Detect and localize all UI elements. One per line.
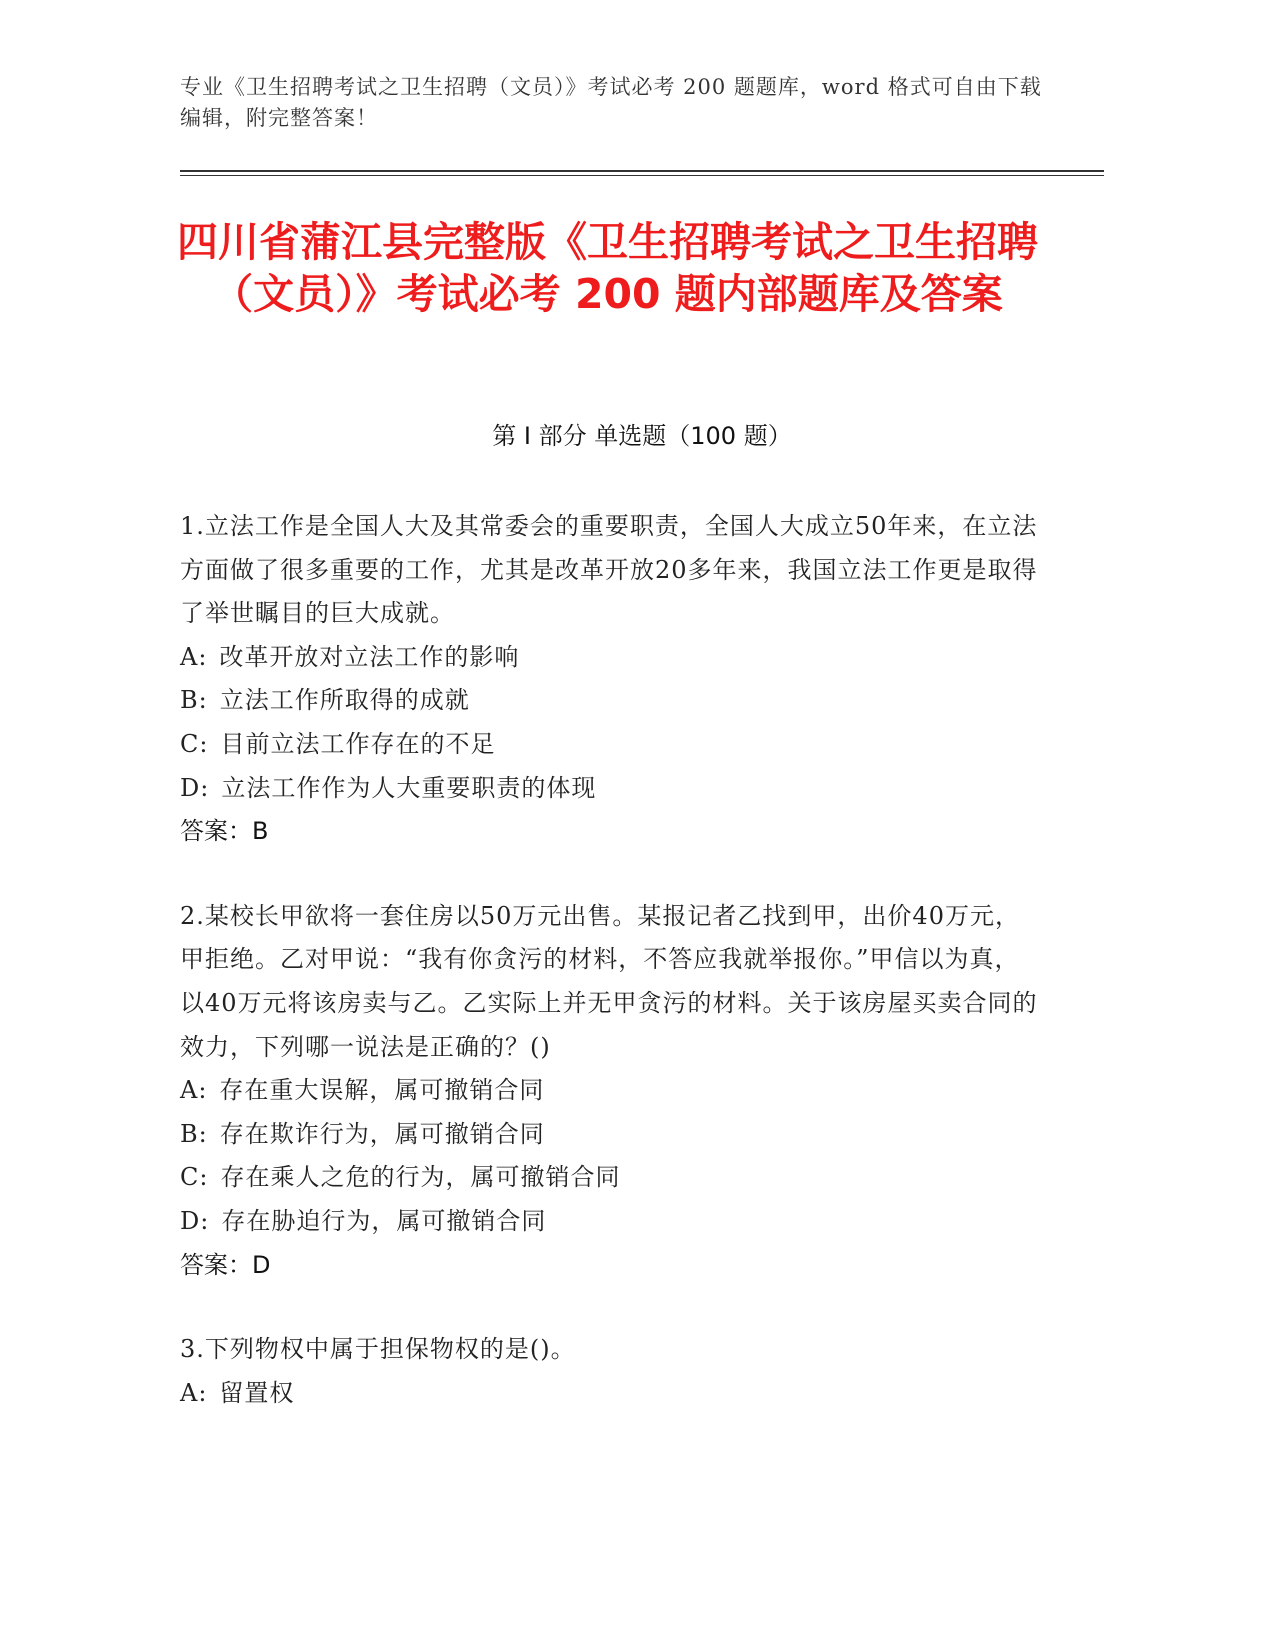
option-d (180, 1200, 1040, 1244)
option-key: C: (180, 729, 209, 758)
question-stem: 3.下列物权中属于担保物权的是()。 (180, 1335, 576, 1364)
section-heading: 第 I 部分 单选题（100 题） (492, 422, 792, 450)
option-a (180, 1069, 1040, 1113)
option-text: 立法工作所取得的成就 (219, 686, 470, 715)
option-d (180, 767, 1040, 811)
header-rule-thick (180, 170, 1104, 172)
option-key: B: (180, 1119, 208, 1148)
option-text: 立法工作作为人大重要职责的体现 (221, 773, 597, 802)
option-key: C: (180, 1163, 209, 1192)
question-3 (180, 1328, 1040, 1415)
option-b (180, 679, 1040, 723)
option-text: 目前立法工作存在的不足 (220, 729, 496, 758)
option-key: B: (180, 686, 208, 715)
option-c (180, 723, 1040, 767)
header-rule-thin (180, 175, 1104, 176)
option-key: A: (180, 1378, 208, 1407)
option-text: 留置权 (219, 1378, 295, 1407)
option-b (180, 1113, 1040, 1157)
document-title: 四川省蒲江县完整版《卫生招聘考试之卫生招聘（文员）》考试必考 200 题内部题库及答案 (177, 218, 1038, 318)
option-key: A: (180, 1076, 208, 1105)
option-a (180, 1372, 1040, 1416)
question-stem: 2.某校长甲欲将一套住房以50万元出售。某报记者乙找到甲，出价40万元，甲拒绝。乙对甲说：“我有你贪污的材料，不答应我就举报你。”甲信以为真，以40万元将该房卖与乙。乙实际上并无甲贪污的材料。关于该房屋买卖合同的效力，下列哪一说法是正确的？() (180, 901, 1038, 1061)
question-stem: 1.立法工作是全国人大及其常委会的重要职责，全国人大成立50年来，在立法方面做了很多重要的工作，尤其是改革开放20多年来，我国立法工作更是取得了举世瞩目的巨大成就。 (180, 512, 1038, 628)
option-key: A: (180, 642, 208, 671)
option-text: 存在重大误解，属可撤销合同 (219, 1076, 545, 1105)
option-c (180, 1156, 1040, 1200)
answer-line: 答案：B (180, 817, 269, 846)
option-a (180, 636, 1040, 680)
question-1 (180, 505, 1040, 854)
question-list (180, 505, 1040, 1456)
intro-text: 专业《卫生招聘考试之卫生招聘（文员）》考试必考 200 题题库，word 格式可自由下载编辑，附完整答案！ (180, 75, 1042, 130)
option-text: 存在欺诈行为，属可撤销合同 (219, 1119, 545, 1148)
question-2 (180, 895, 1040, 1287)
option-text: 改革开放对立法工作的影响 (219, 642, 520, 671)
option-key: D: (180, 773, 210, 802)
option-text: 存在胁迫行为，属可撤销合同 (221, 1206, 547, 1235)
option-key: D: (180, 1206, 210, 1235)
option-text: 存在乘人之危的行为，属可撤销合同 (220, 1163, 621, 1192)
answer-line: 答案：D (180, 1250, 271, 1279)
